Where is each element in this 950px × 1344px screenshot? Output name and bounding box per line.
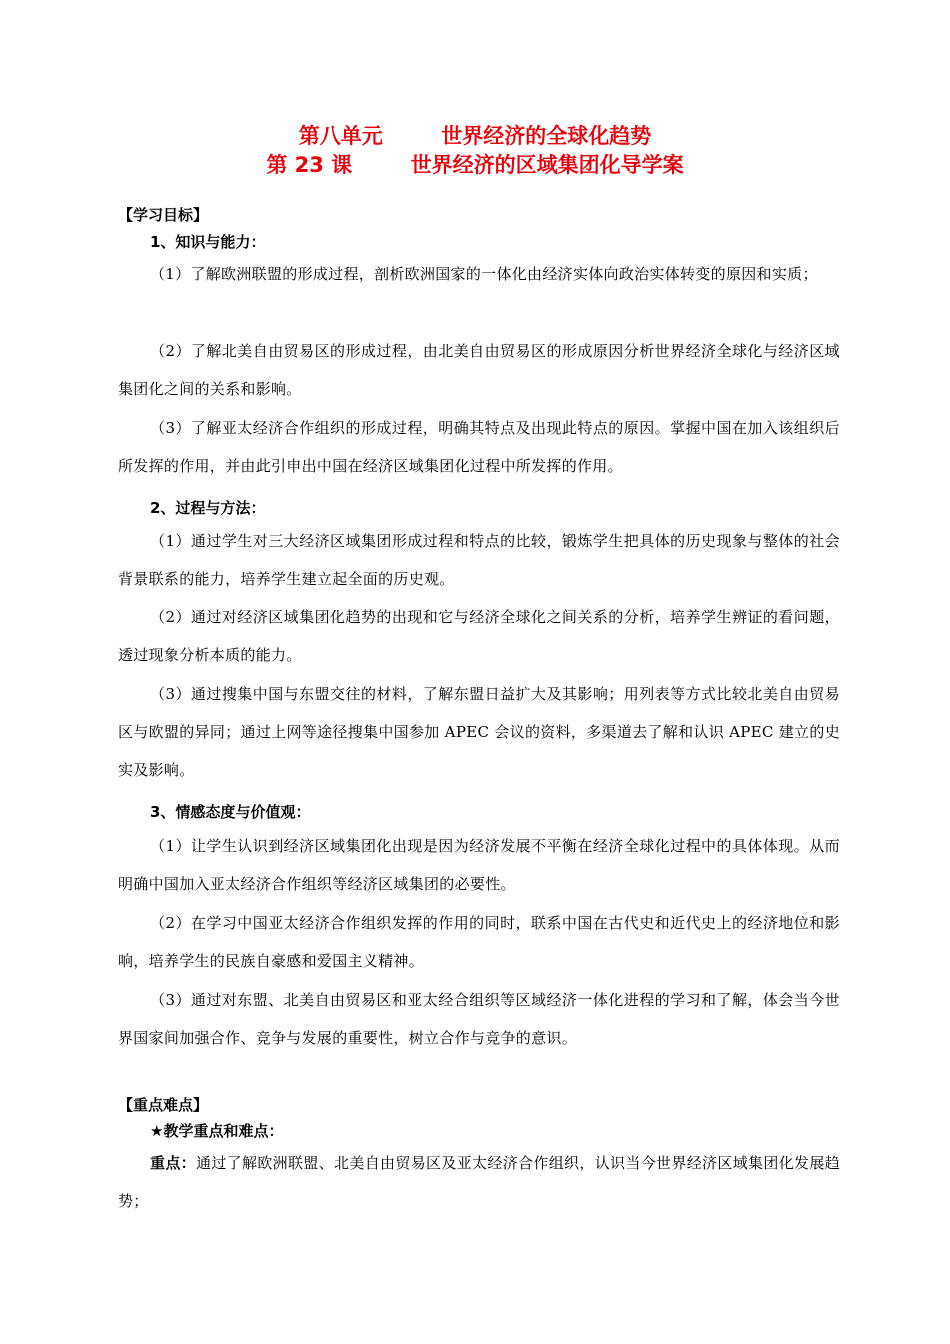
key-points-heading: 【重点难点】: [118, 1096, 209, 1114]
key-points-subheading: ★教学重点和难点：: [150, 1122, 284, 1140]
process-item-3: （3）通过搜集中国与东盟交往的材料，了解东盟日益扩大及其影响；用列表等方式比较北美自由贸易区与欧盟的异同；通过上网等途径搜集中国参加 APEC 会议的资料，多渠道去了解和认识 APEC 建立的史实及影响。: [118, 685, 840, 779]
unit-title: 第八单元 世界经济的全球化趋势: [298, 124, 652, 148]
focus-text: 通过了解欧洲联盟、北美自由贸易区及亚太经济合作组织，认识当今世界经济区域集团化发展趋势；: [118, 1154, 841, 1210]
emotion-item-3: （3）通过对东盟、北美自由贸易区和亚太经合组织等区域经济一体化进程的学习和了解，体会当今世界国家间加强合作、竞争与发展的重要性，树立合作与竞争的意识。: [118, 991, 840, 1047]
process-item-1: （1）通过学生对三大经济区域集团形成过程和特点的比较，锻炼学生把具体的历史现象与整体的社会背景联系的能力，培养学生建立起全面的历史观。: [118, 532, 840, 588]
knowledge-item-2: （2）了解北美自由贸易区的形成过程，由北美自由贸易区的形成原因分析世界经济全球化与经济区域集团化之间的关系和影响。: [118, 342, 840, 398]
lesson-title: 第 23 课 世界经济的区域集团化导学案: [266, 153, 684, 177]
focus-paragraph: [118, 1144, 840, 1220]
focus-label: 重点：: [150, 1154, 197, 1172]
knowledge-heading: 1、知识与能力：: [150, 233, 266, 251]
objectives-heading: 【学习目标】: [118, 206, 209, 224]
knowledge-item-3: （3）了解亚太经济合作组织的形成过程，明确其特点及出现此特点的原因。掌握中国在加入该组织后所发挥的作用，并由此引申出中国在经济区域集团化过程中所发挥的作用。: [118, 419, 840, 475]
emotion-item-1: （1）让学生认识到经济区域集团化出现是因为经济发展不平衡在经济全球化过程中的具体体现。从而明确中国加入亚太经济合作组织等经济区域集团的必要性。: [118, 837, 840, 893]
knowledge-item-1: （1）了解欧洲联盟的形成过程，剖析欧洲国家的一体化由经济实体向政治实体转变的原因和实质；: [150, 265, 818, 283]
emotion-item-2: （2）在学习中国亚太经济合作组织发挥的作用的同时，联系中国在古代史和近代史上的经济地位和影响，培养学生的民族自豪感和爱国主义精神。: [118, 914, 840, 970]
process-item-2: （2）通过对经济区域集团化趋势的出现和它与经济全球化之间关系的分析，培养学生辨证的看问题，透过现象分析本质的能力。: [118, 608, 840, 664]
emotion-heading: 3、情感态度与价值观：: [150, 803, 311, 821]
process-heading: 2、过程与方法：: [150, 499, 266, 517]
